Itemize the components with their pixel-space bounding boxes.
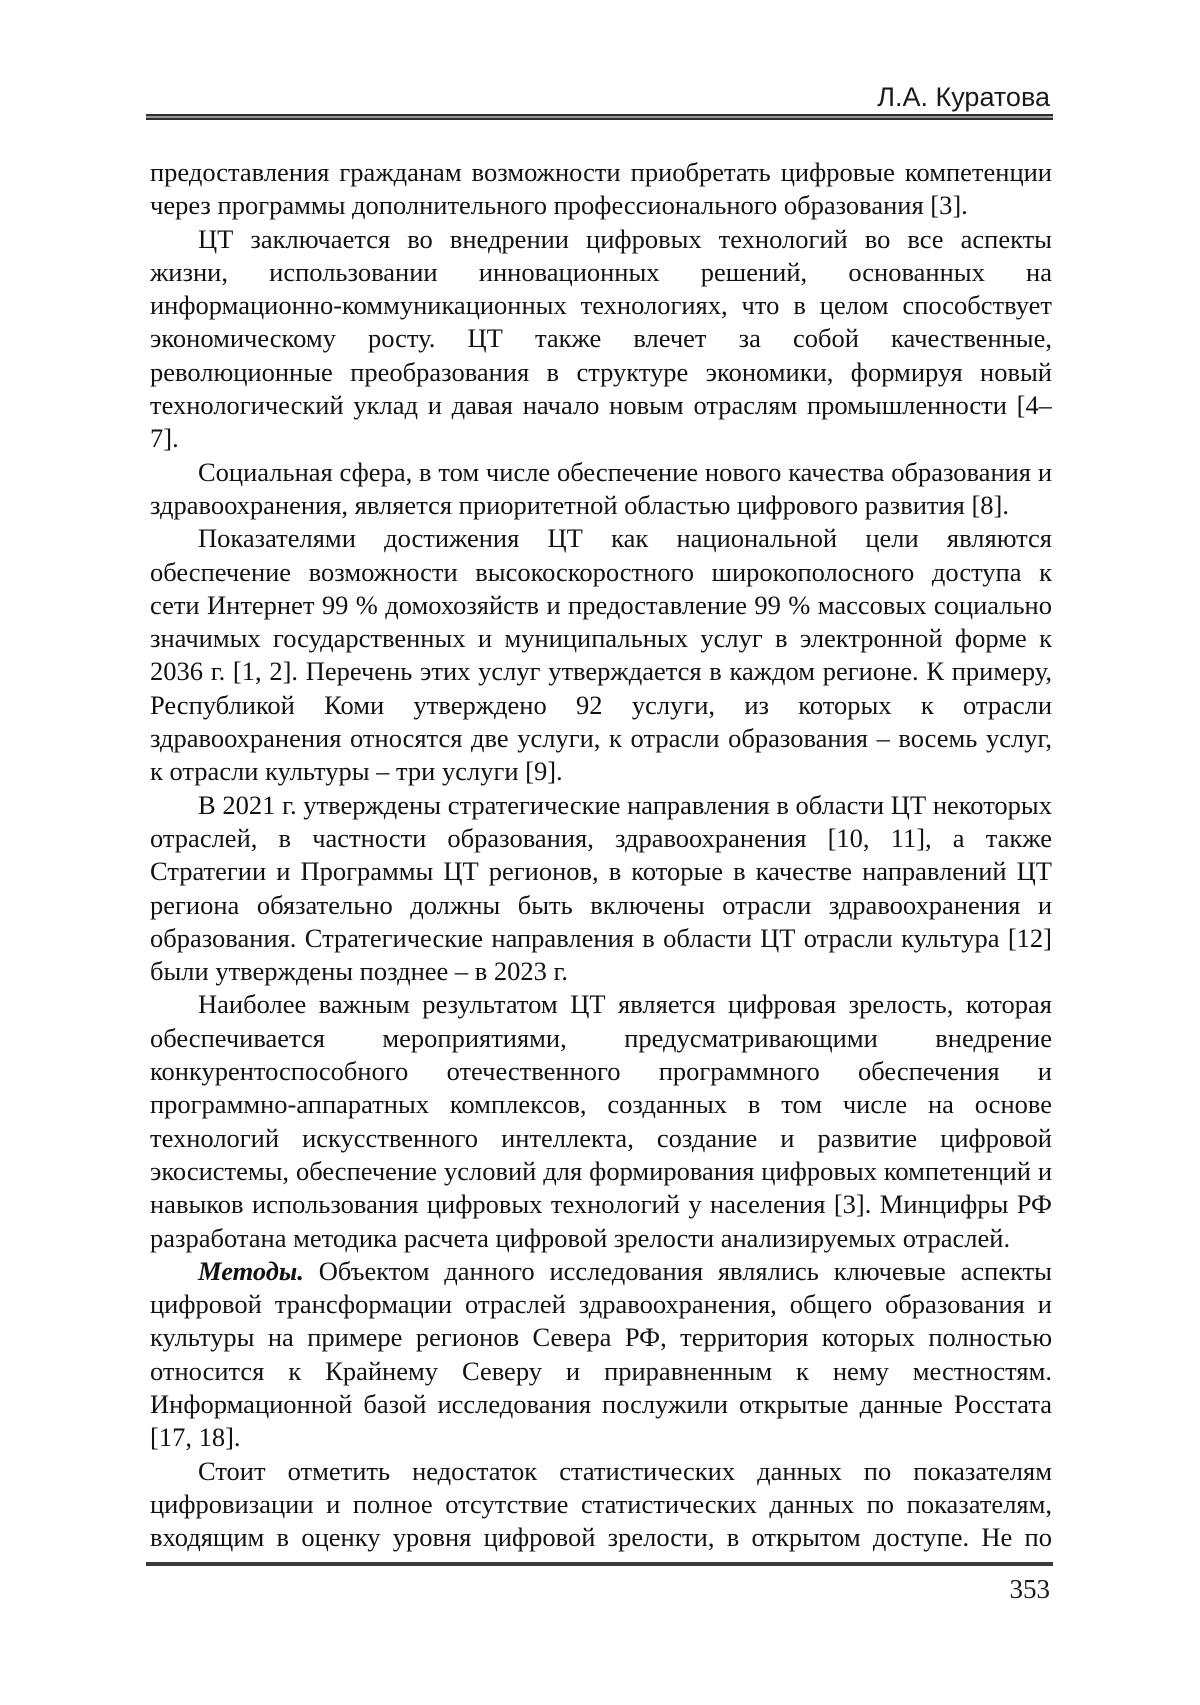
methods-section-lead: Методы.	[198, 1255, 304, 1286]
footer-rule	[146, 1562, 1053, 1566]
page-body	[150, 156, 1052, 1556]
body-paragraph-methods	[150, 1255, 1052, 1455]
running-head-author: Л.А. Куратова	[877, 82, 1050, 112]
methods-section-text: Объектом данного исследования являлись ключевые аспекты цифровой трансформации отраслей здравоохранения, общего образования и культуры на примере регионов Севера РФ, территория которых полностью относится к Крайнему Северу и приравненным к нему местностям. Информационной базой исследования послужили открытые данные Росстата [17, 18].	[150, 1255, 1052, 1453]
body-paragraph: Социальная сфера, в том числе обеспечение нового качества образования и здравоохранения, является приоритетной областью цифрового развития [8].	[150, 456, 1052, 520]
body-paragraph: Наиболее важным результатом ЦТ является цифровая зрелость, которая обеспечивается мероприятиями, предусматривающими внедрение конкурентоспособного отечественного программного обеспечения и программно-аппаратных комплексов, созданных в том числе на основе технологий искусственного интеллекта, создание и развитие цифровой экосистемы, обеспечение условий для формирования цифровых компетенций и навыков использования цифровых технологий у населения [3]. Минцифры РФ разработана методика расчета цифровой зрелости анализируемых отраслей.	[150, 989, 1052, 1253]
body-paragraph: Показателями достижения ЦТ как национальной цели являются обеспечение возможности высокоскоростного широкополосного доступа к сети Интернет 99 % домохозяйств и предоставление 99 % массовых социально значимых государственных и муниципальных услуг в электронной форме к 2036 г. [1, 2]. Перечень этих услуг утверждается в каждом регионе. К примеру, Республикой Коми утверждено 92 услуги, из которых к отрасли здравоохранения относятся две услуги, к отрасли образования – восемь услуг, к отрасли культуры – три услуги [9].	[150, 523, 1052, 787]
header-rule	[146, 114, 1053, 120]
page-number: 353	[1009, 1574, 1050, 1604]
body-paragraph: ЦТ заключается во внедрении цифровых технологий во все аспекты жизни, использовании инновационных решений, основанных на информационно-коммуникационных технологиях, что в целом способствует экономическому росту. ЦТ также влечет за собой качественные, революционные преобразования в структуре экономики, формируя новый технологический уклад и давая начало новым отраслям промышленности [4–7].	[150, 223, 1052, 454]
body-paragraph: Стоит отметить недостаток статистических данных по показателям цифровизации и полное отсутствие статистических данных по показателям, входящим в оценку уровня цифровой зрелости, в открытом доступе. Не по	[150, 1455, 1052, 1553]
body-paragraph: В 2021 г. утверждены стратегические направления в области ЦТ некоторых отраслей, в частности образования, здравоохранения [10, 11], а также Стратегии и Программы ЦТ регионов, в которые в качестве направлений ЦТ региона обязательно должны быть включены отрасли здравоохранения и образования. Стратегические направления в области ЦТ отрасли культура [12] были утверждены позднее – в 2023 г.	[150, 789, 1052, 987]
body-paragraph-continuation: предоставления гражданам возможности приобретать цифровые компетенции через программы дополнительного профессионального образования [3].	[150, 157, 1052, 221]
